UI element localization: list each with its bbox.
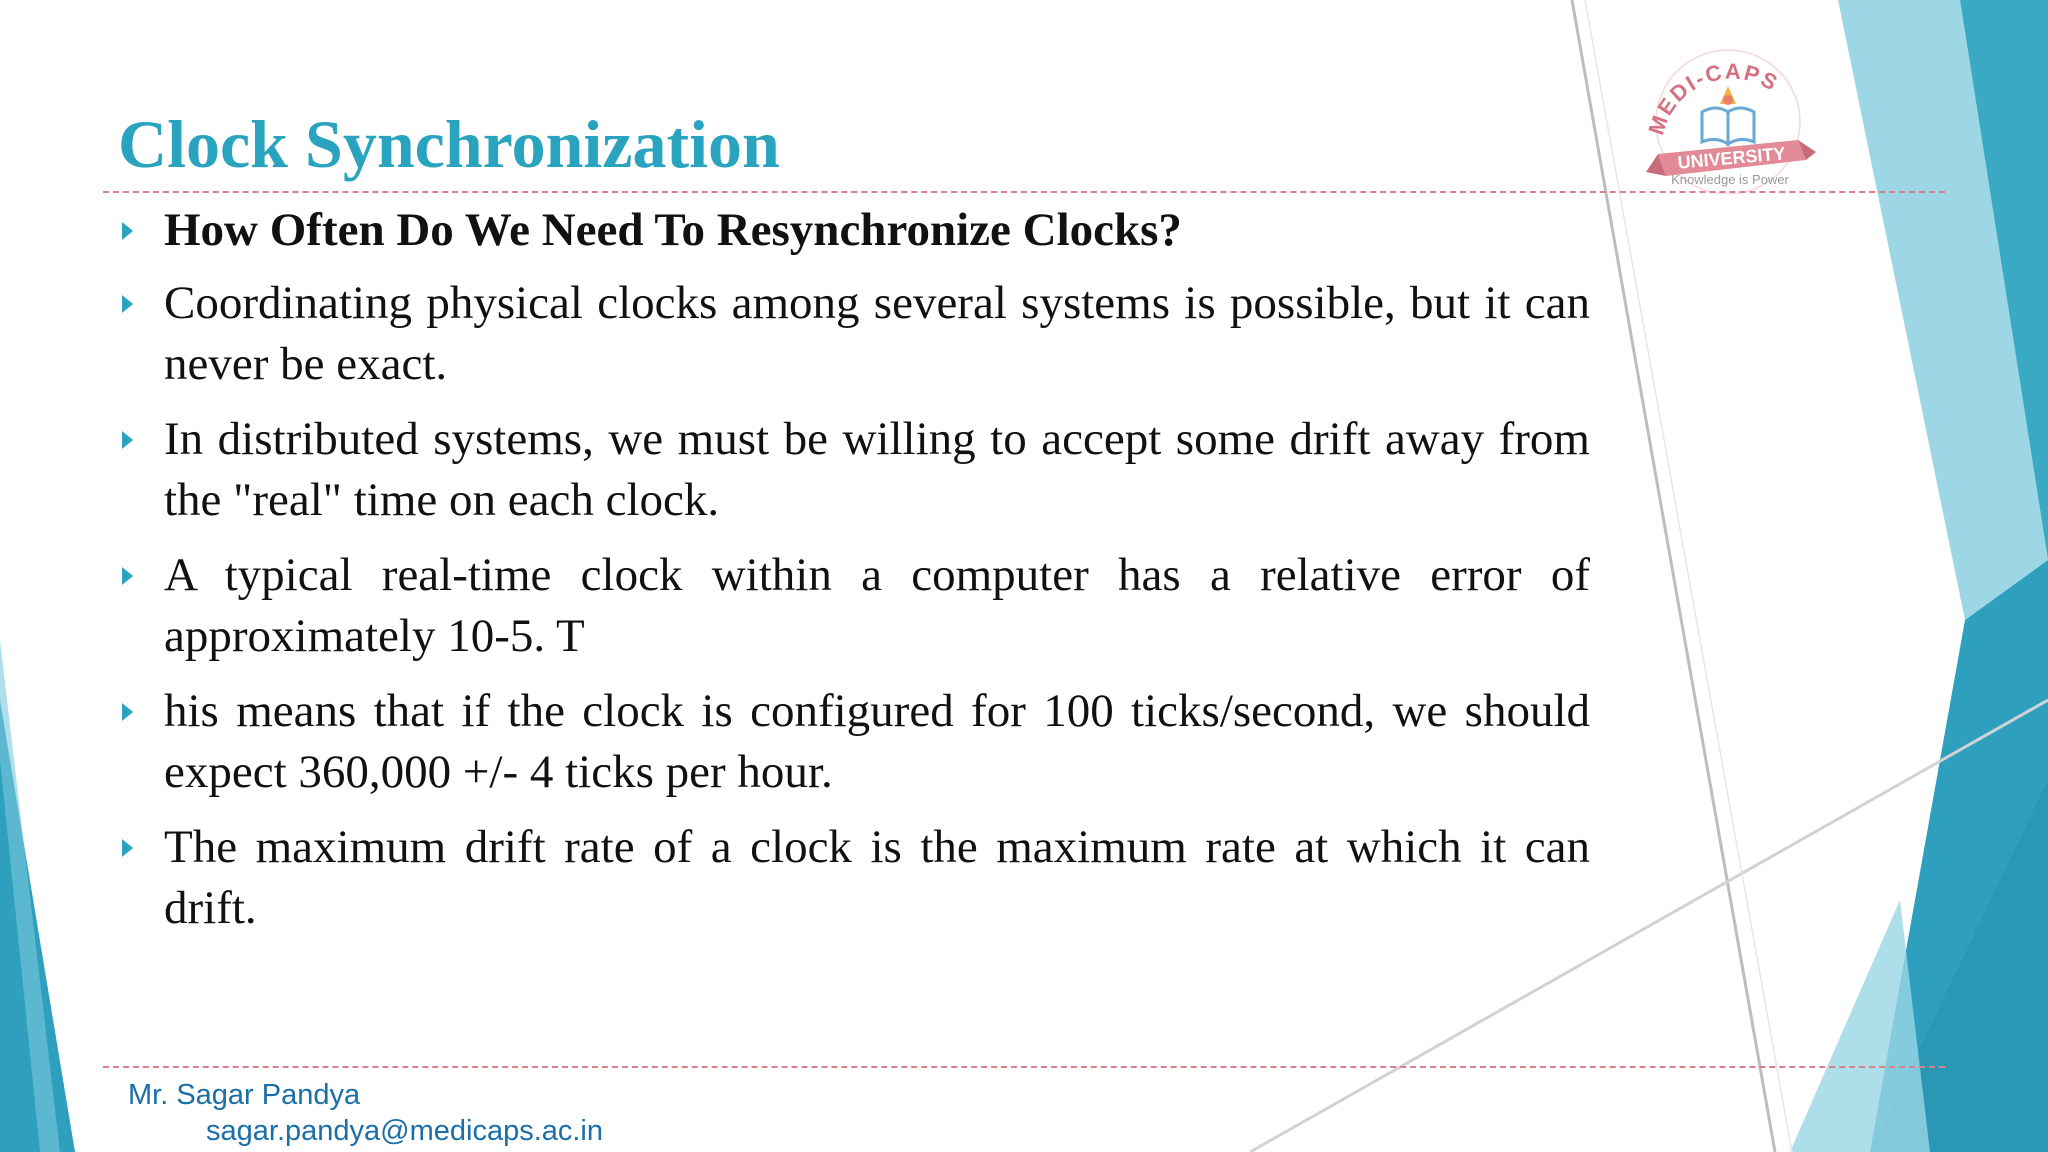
slide-title: Clock Synchronization bbox=[118, 106, 780, 182]
bullet-item bbox=[118, 200, 1590, 261]
triangle-right-icon bbox=[122, 703, 133, 721]
triangle-right-icon bbox=[122, 839, 133, 857]
bullet-item bbox=[118, 817, 1590, 939]
footer-author-email: sagar.pandya@medicaps.ac.in bbox=[206, 1115, 604, 1147]
bullet-text: How Often Do We Need To Resynchronize Clocks? bbox=[164, 204, 1182, 256]
footer-divider bbox=[103, 1066, 1945, 1068]
bullet-text: A typical real-time clock within a computer has a relative error of approximately 10-5. T bbox=[164, 549, 1590, 662]
triangle-right-icon bbox=[122, 567, 133, 585]
title-divider bbox=[103, 191, 1945, 193]
logo-ribbon-text: UNIVERSITY bbox=[1676, 143, 1787, 173]
bullet-list bbox=[118, 200, 1590, 953]
open-book-icon bbox=[1702, 86, 1754, 144]
logo-tagline: Knowledge is Power bbox=[1671, 172, 1789, 187]
bullet-item bbox=[118, 409, 1590, 531]
university-logo bbox=[1620, 26, 1840, 194]
bullet-item bbox=[118, 545, 1590, 667]
bullet-text: Coordinating physical clocks among several systems is possible, but it can never be exact. bbox=[164, 277, 1590, 390]
bullet-text: In distributed systems, we must be willing to accept some drift away from the "real" time on each clock. bbox=[164, 413, 1590, 526]
footer-author-name: Mr. Sagar Pandya bbox=[128, 1079, 361, 1111]
bullet-text: The maximum drift rate of a clock is the maximum rate at which it can drift. bbox=[164, 821, 1590, 934]
bullet-item bbox=[118, 681, 1590, 803]
triangle-right-icon bbox=[122, 222, 133, 240]
triangle-right-icon bbox=[122, 295, 133, 313]
triangle-right-icon bbox=[122, 431, 133, 449]
svg-text:MEDI-CAPS bbox=[1643, 59, 1783, 138]
logo-arc-text: MEDI-CAPS bbox=[1643, 58, 1784, 138]
bullet-item bbox=[118, 273, 1590, 395]
bullet-text: his means that if the clock is configured for 100 ticks/second, we should expect 360,000 +/- 4 ticks per hour. bbox=[164, 685, 1590, 798]
